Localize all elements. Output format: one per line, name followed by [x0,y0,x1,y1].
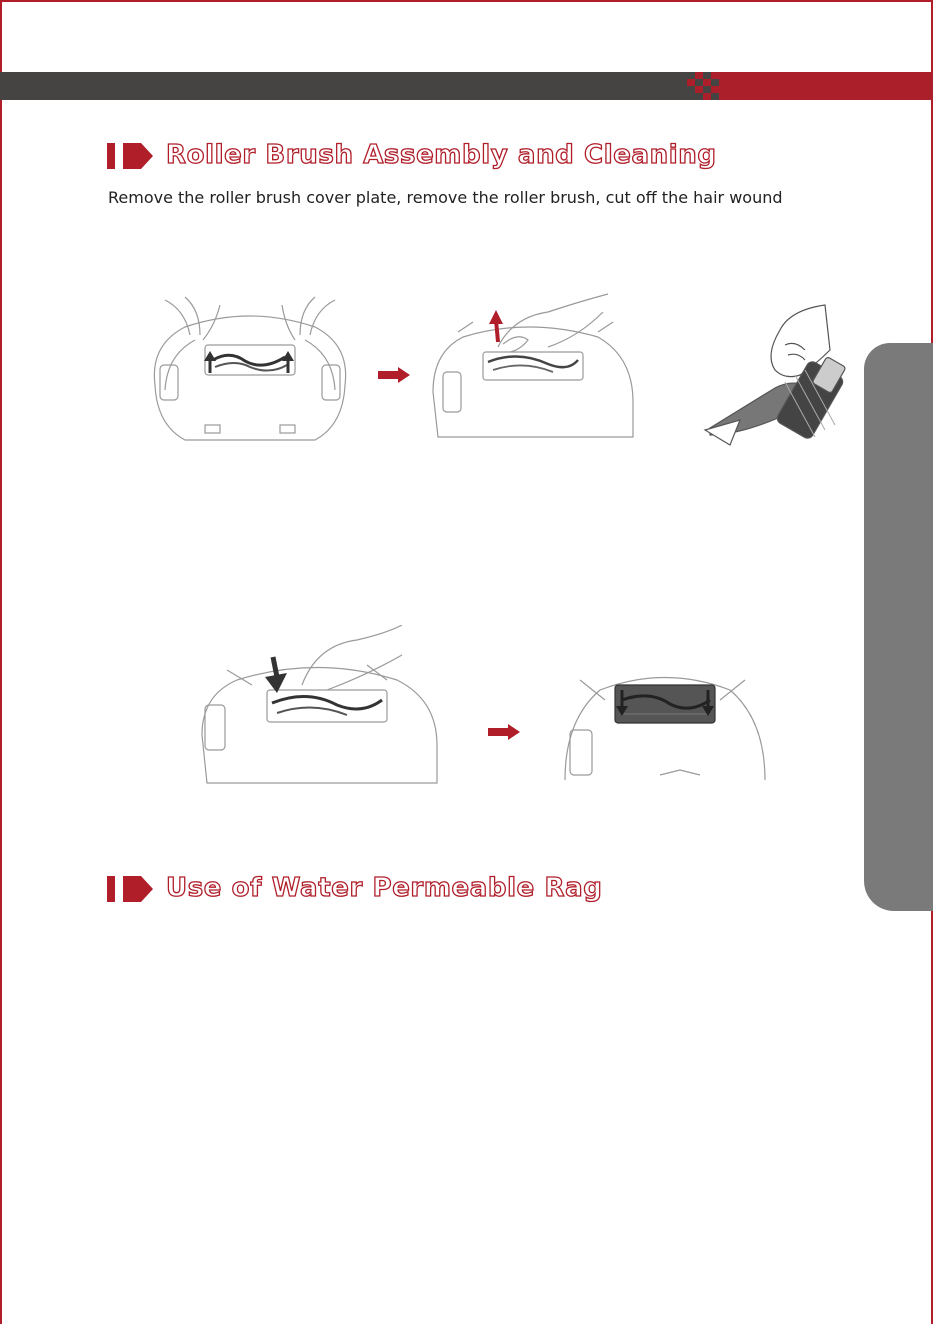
next-step-arrow-icon [378,367,410,383]
hand-blade-brush-icon [700,300,860,452]
next-step-arrow-icon [488,724,520,740]
section-marker-icon [107,876,155,902]
section-title-roller-brush: Roller Brush Assembly and Cleaning [166,140,717,170]
checker-pattern-icon [687,72,719,100]
robot-underside-hand-lift-icon [428,292,638,442]
section-marker-icon [107,143,155,169]
side-tab [864,343,933,911]
robot-underside-hands-icon [145,295,355,445]
header-accent [719,72,933,100]
robot-underside-cover-icon [560,660,770,785]
section-title-water-rag: Use of Water Permeable Rag [166,873,603,903]
robot-underside-hand-press-icon [197,625,442,785]
section-description: Remove the roller brush cover plate, remove the roller brush, cut off the hair wound [108,188,783,207]
